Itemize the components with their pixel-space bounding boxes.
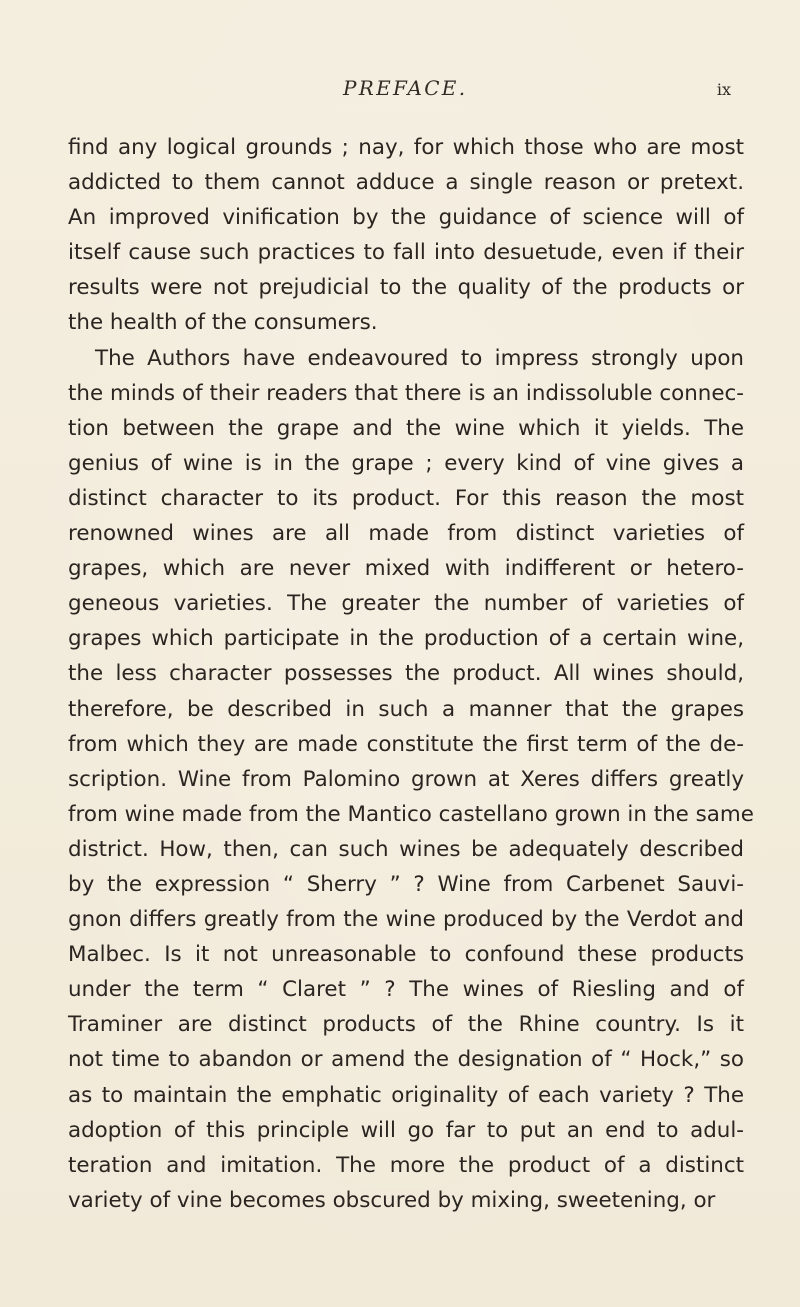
text-line: renowned wines are all made from distinct varieties of bbox=[68, 521, 744, 547]
text-line: geneous varieties. The greater the number of varieties of bbox=[68, 591, 744, 617]
text-line: An improved vinification by the guidance of science will of bbox=[68, 205, 744, 231]
text-line: scription. Wine from Palomino grown at Xeres differs greatly bbox=[68, 766, 744, 792]
text-line: as to maintain the emphatic originality of each variety ? The bbox=[68, 1082, 744, 1108]
text-line: the minds of their readers that there is an indissoluble connec- bbox=[68, 380, 744, 406]
text-line: Traminer are distinct products of the Rhine country. Is it bbox=[68, 1012, 744, 1038]
text-line: variety of vine becomes obscured by mixing, sweetening, or bbox=[68, 1187, 716, 1213]
page-number: ix bbox=[716, 80, 731, 99]
text-line: the health of the consumers. bbox=[68, 310, 378, 336]
text-line: find any logical grounds ; nay, for which those who are most bbox=[68, 135, 744, 160]
text-line: genius of wine is in the grape ; every kind of vine gives a bbox=[68, 450, 744, 476]
text-line: district. How, then, can such wines be adequately described bbox=[68, 836, 744, 862]
text-line: grapes which participate in the production of a certain wine, bbox=[68, 626, 744, 652]
text-line: from wine made from the Mantico castellano grown in the same bbox=[68, 801, 754, 827]
text-line: by the expression “ Sherry ” ? Wine from Carbenet Sauvi- bbox=[68, 871, 744, 897]
text-line: results were not prejudicial to the quality of the products or bbox=[68, 275, 744, 301]
text-line: adoption of this principle will go far to put an end to adul- bbox=[68, 1117, 744, 1143]
text-line: distinct character to its product. For this reason the most bbox=[68, 485, 744, 511]
text-line: therefore, be described in such a manner that the grapes bbox=[68, 696, 744, 722]
text-line: itself cause such practices to fall into desuetude, even if their bbox=[68, 240, 744, 266]
text-line: tion between the grape and the wine which it yields. The bbox=[68, 415, 744, 441]
running-head bbox=[68, 76, 740, 104]
text-line: gnon differs greatly from the wine produced by the Verdot and bbox=[68, 907, 744, 933]
text-line: from which they are made constitute the first term of the de- bbox=[68, 731, 744, 757]
text-line: not time to abandon or amend the designation of “ Hock,” so bbox=[68, 1047, 744, 1073]
text-line: grapes, which are never mixed with indifferent or hetero- bbox=[68, 556, 744, 582]
text-line: under the term “ Claret ” ? The wines of Riesling and of bbox=[68, 977, 744, 1003]
text-line: the less character possesses the product. All wines should, bbox=[68, 661, 744, 687]
paragraph-start-line: The Authors have endeavoured to impress strongly upon bbox=[95, 345, 744, 371]
text-line: Malbec. Is it not unreasonable to confound these products bbox=[68, 942, 744, 968]
preface-text-block bbox=[68, 130, 754, 1218]
text-line: teration and imitation. The more the product of a distinct bbox=[68, 1152, 744, 1178]
text-line: addicted to them cannot adduce a single reason or pretext. bbox=[68, 170, 744, 196]
running-title: PREFACE. bbox=[343, 76, 468, 100]
